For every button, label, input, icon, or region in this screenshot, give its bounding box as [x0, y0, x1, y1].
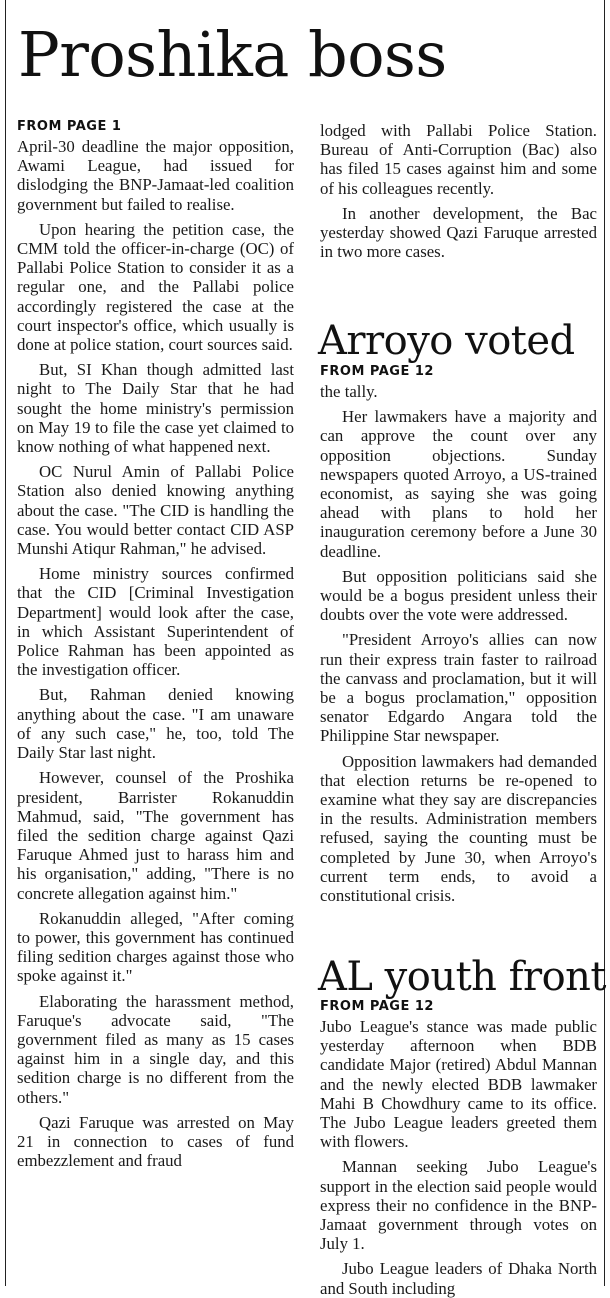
main-paragraph: Elaborating the harassment method, Faruque's advocate said, "The government filed as many as 15 cases against him in a single day, and this sedition charge is no different from the others."	[17, 991, 294, 1107]
arroyo-paragraph: Opposition lawmakers had demanded that election returns be re-opened to examine what they say are discrepancies in the results. Administration members refused, saying the counting must be completed by June 30, when Arroyo's current term ends, to avoid a constitutional crisis.	[320, 751, 597, 906]
main-paragraph: Home ministry sources confirmed that the CID [Criminal Investigation Department] would look after the case, in which Assistant Superintendent of Police Rahman has been appointed as the investigation officer.	[17, 564, 294, 680]
arroyo-paragraph: the tally.	[320, 382, 378, 401]
page-left-border	[5, 0, 6, 1286]
arroyo-story-column	[320, 364, 597, 911]
al-youth-story-column	[320, 999, 597, 1298]
al-youth-paragraph: Jubo League's stance was made public yesterday afternoon when BDB candidate Major (retired) Abdul Mannan and the newly elected BDB lawmaker Mahi B Chowdhury came to its office. The Jubo League leaders greeted them with flowers.	[320, 1017, 597, 1152]
main-paragraph: Qazi Faruque was arrested on May 21 in connection to cases of fund embezzlement and fraud	[17, 1112, 294, 1171]
al-youth-paragraph: Jubo League leaders of Dhaka North and South including	[320, 1259, 597, 1298]
al-youth-paragraph: Mannan seeking Jubo League's support in the election said people would express their no confidence in the BNP-Jamaat government through votes on July 1.	[320, 1157, 597, 1254]
main-paragraph: But, Rahman denied knowing anything about the case. "I am unaware of any such case," he, too, told The Daily Star last night.	[17, 685, 294, 763]
main-headline: Proshika boss	[18, 18, 447, 91]
main-story-continuation	[320, 121, 597, 267]
page-right-border	[604, 0, 605, 1286]
arroyo-paragraph: Her lawmakers have a majority and can approve the count over any opposition objections. Sunday newspapers quoted Arroyo, a US-trained economist, as saying she was going ahead with plans to hold her inauguration ceremony before a June 30 deadline.	[320, 407, 597, 561]
arroyo-headline: Arroyo voted	[318, 318, 575, 364]
main-paragraph: Upon hearing the petition case, the CMM told the officer-in-charge (OC) of Pallabi Police Station to consider it as a regular one, and the Pallabi police accordingly registered the case at the court inspector's office, which usually is done at police station, court sources said.	[17, 219, 294, 355]
main-story-column	[17, 119, 294, 1286]
continued-paragraph: lodged with Pallabi Police Station. Bureau of Anti-Corruption (Bac) also has filed 15 cases against him and some of his colleagues recently.	[320, 121, 597, 198]
main-paragraph: However, counsel of the Proshika president, Barrister Rokanuddin Mahmud, said, "The government has filed the sedition charge against Qazi Faruque Ahmed just to harass him and his organisation," adding, "There is no concrete allegation against him."	[17, 768, 294, 903]
main-paragraph: OC Nurul Amin of Pallabi Police Station also denied knowing anything about the case. "The CID is handling the case. You would better contact CID ASP Munshi Atiqur Rahman," he advised.	[17, 462, 294, 559]
arroyo-kicker: FROM PAGE 12	[320, 364, 434, 379]
continued-paragraph: In another development, the Bac yesterday showed Qazi Faruque arrested in two more cases.	[320, 203, 597, 262]
main-paragraph: April-30 deadline the major opposition, Awami League, had issued for dislodging the BNP-Jamaat-led coalition government but failed to realise.	[17, 137, 294, 214]
arroyo-paragraph: But opposition politicians said she would be a bogus president unless their doubts over the vote were addressed.	[320, 566, 597, 625]
main-paragraph: But, SI Khan though admitted last night to The Daily Star that he had sought the home ministry's permission on May 19 to file the case yet claimed to know nothing of what happened next.	[17, 360, 294, 457]
al-youth-headline: AL youth front	[318, 954, 606, 1000]
al-youth-kicker: FROM PAGE 12	[320, 999, 434, 1014]
main-story-kicker: FROM PAGE 1	[17, 119, 122, 134]
main-paragraph: Rokanuddin alleged, "After coming to power, this government has continued filing sedition charges against those who spoke against it."	[17, 908, 294, 986]
arroyo-paragraph: "President Arroyo's allies can now run their express train faster to railroad the canvass and proclamation, but it will be a bogus proclamation," opposition senator Edgardo Angara told the Philippine Star newspaper.	[320, 630, 597, 746]
